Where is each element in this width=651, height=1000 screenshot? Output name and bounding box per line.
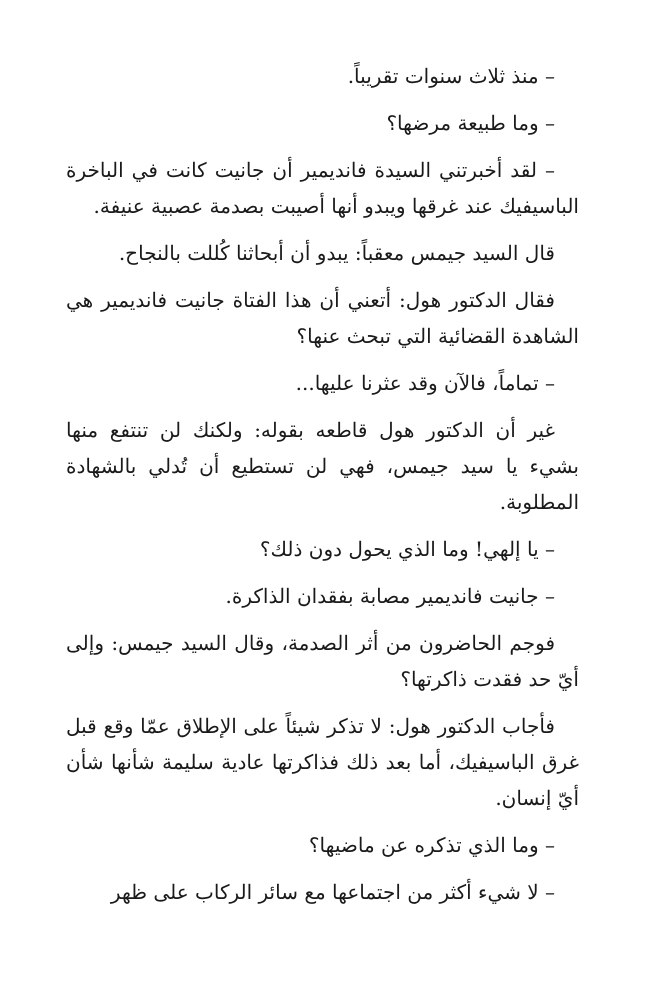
- paragraph-7: غير أن الدكتور هول قاطعه بقوله: ولكنك لن تنتفع منها بشيء يا سيد جيمس، فهي لن تستطيع أن تُدلي بالشهادة المطلوبة.: [66, 418, 579, 514]
- paragraph-2: – وما طبيعة مرضها؟: [386, 111, 555, 135]
- paragraph-10: فوجم الحاضرون من أثر الصدمة، وقال السيد جيمس: وإلى أيّ حد فقدت ذاكرتها؟: [66, 631, 579, 691]
- paragraph-8: – يا إلهي! وما الذي يحول دون ذلك؟: [259, 537, 555, 561]
- paragraph-3: – لقد أخبرتني السيدة فانديمير أن جانيت كانت في الباخرة الباسيفيك عند غرقها ويبدو أنها أصيبت بصدمة عصبية عنيفة.: [66, 158, 579, 218]
- paragraph-4: قال السيد جيمس معقباً: يبدو أن أبحاثنا كُللت بالنجاح.: [118, 241, 555, 265]
- paragraph-9: – جانيت فانديمير مصابة بفقدان الذاكرة.: [225, 584, 555, 608]
- paragraph-5: فقال الدكتور هول: أتعني أن هذا الفتاة جانيت فانديمير هي الشاهدة القضائية التي تبحث عنها؟: [66, 288, 579, 348]
- paragraph-1: – منذ ثلاث سنوات تقريباً.: [347, 64, 555, 88]
- paragraph-6: – تماماً، فالآن وقد عثرنا عليها...: [295, 371, 555, 395]
- paragraph-13: – لا شيء أكثر من اجتماعها مع سائر الركاب على ظهر: [110, 880, 555, 904]
- paragraph-12: – وما الذي تذكره عن ماضيها؟: [308, 833, 555, 857]
- paragraph-11: فأجاب الدكتور هول: لا تذكر شيئاً على الإطلاق عمّا وقع قبل غرق الباسيفيك، أما بعد ذلك فذاكرتها عادية سليمة شأنها شأن أيّ إنسان.: [66, 714, 579, 810]
